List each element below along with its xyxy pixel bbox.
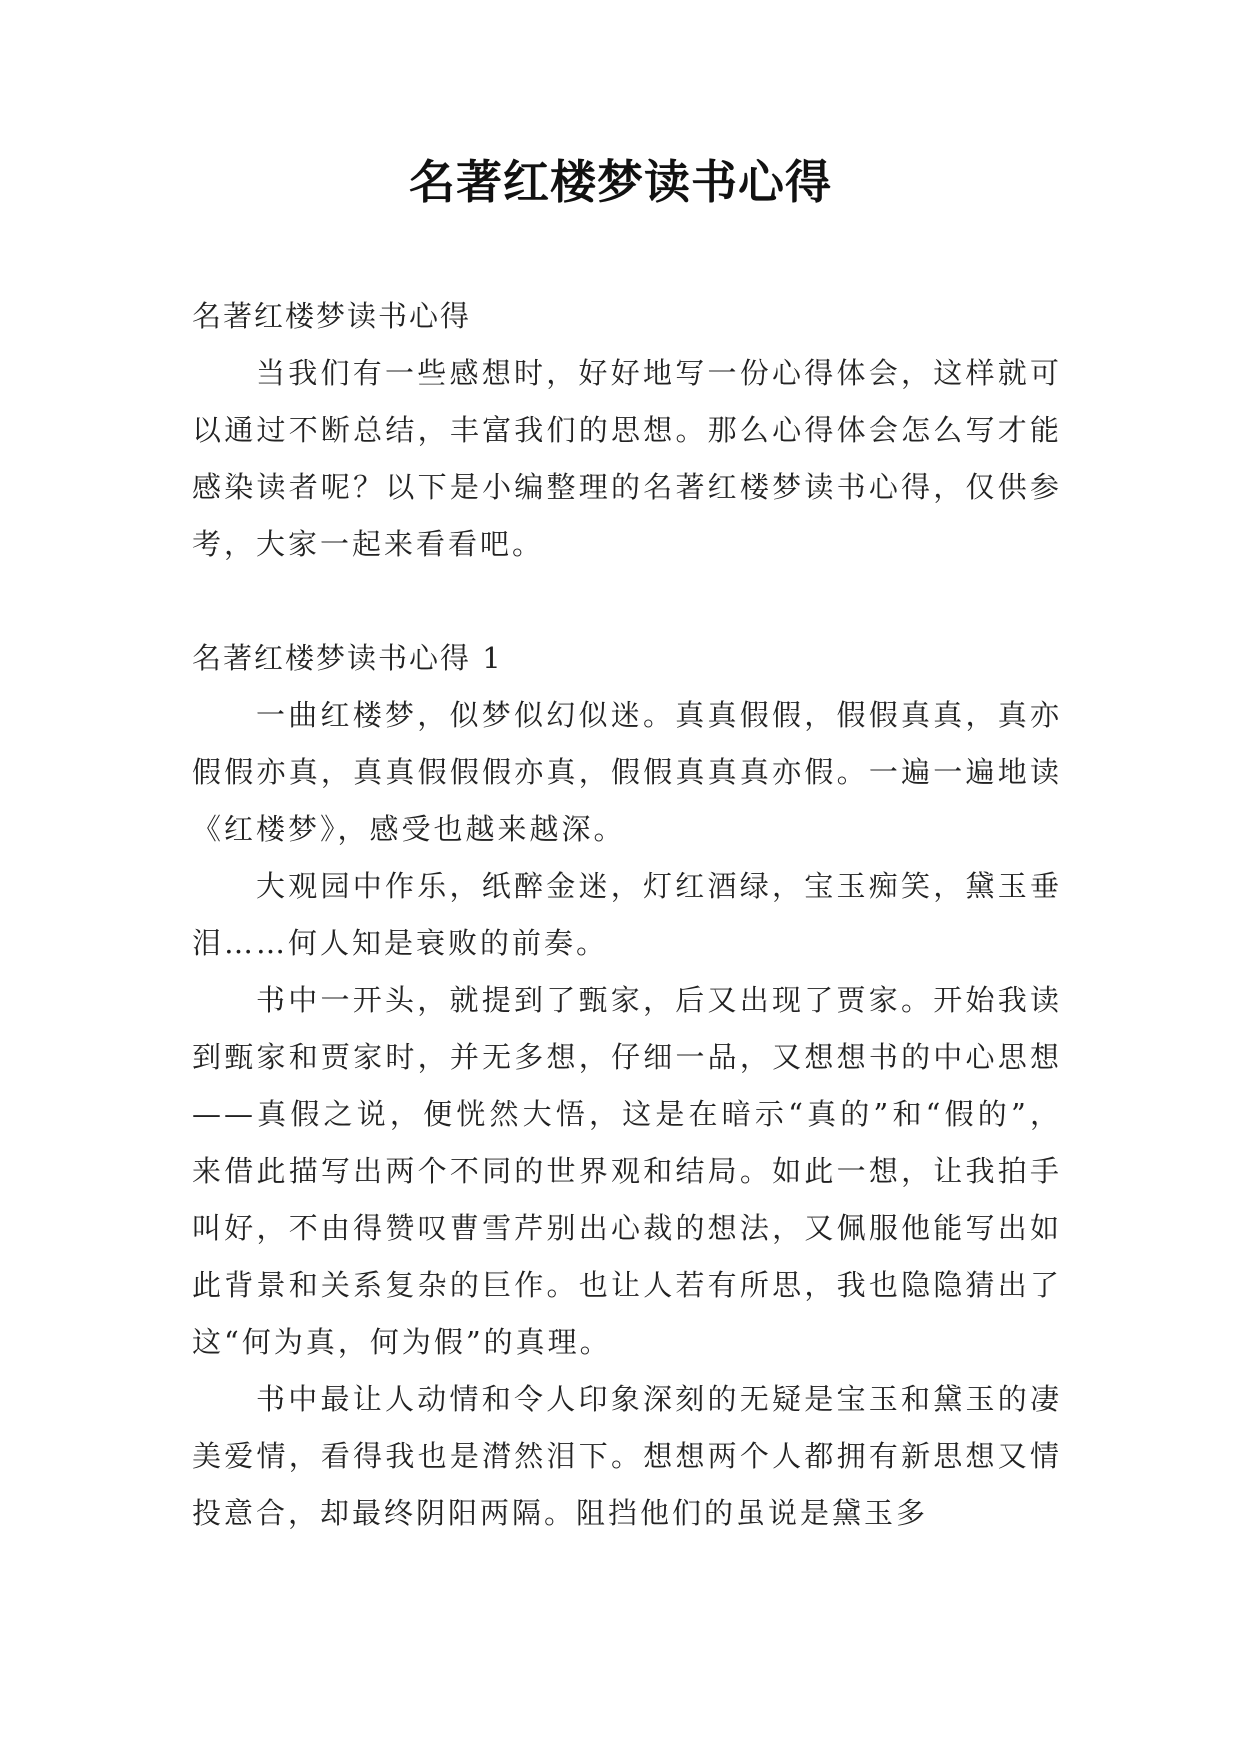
document-title: 名著红楼梦读书心得: [409, 155, 832, 209]
intro-heading: 名著红楼梦读书心得: [192, 299, 472, 333]
body-paragraph: 大观园中作乐，纸醉金迷，灯红酒绿，宝玉痴笑，黛玉垂泪……何人知是衰败的前奏。: [192, 869, 1062, 960]
section-heading: 名著红楼梦读书心得 1: [192, 641, 503, 675]
document-body: [192, 288, 1062, 1542]
body-paragraph: 书中一开头，就提到了甄家，后又出现了贾家。开始我读到甄家和贾家时，并无多想，仔细一品，又想想书的中心思想——真假之说，便恍然大悟，这是在暗示“真的”和“假的”，来借此描写出两个不同的世界观和结局。如此一想，让我拍手叫好，不由得赞叹曹雪芹别出心裁的想法，又佩服他能写出如此背景和关系复杂的巨作。也让人若有所思，我也隐隐猜出了这“何为真，何为假”的真理。: [192, 983, 1062, 1359]
body-paragraph: 一曲红楼梦，似梦似幻似迷。真真假假，假假真真，真亦假假亦真，真真假假假亦真，假假真真真亦假。一遍一遍地读《红楼梦》，感受也越来越深。: [192, 698, 1062, 846]
body-paragraph: 书中最让人动情和令人印象深刻的无疑是宝玉和黛玉的凄美爱情，看得我也是潸然泪下。想想两个人都拥有新思想又情投意合，却最终阴阳两隔。阻挡他们的虽说是黛玉多: [192, 1382, 1062, 1530]
intro-paragraph: 当我们有一些感想时，好好地写一份心得体会，这样就可以通过不断总结，丰富我们的思想。那么心得体会怎么写才能感染读者呢？以下是小编整理的名著红楼梦读书心得，仅供参考，大家一起来看看吧。: [192, 356, 1062, 561]
section-gap: [192, 573, 1062, 630]
